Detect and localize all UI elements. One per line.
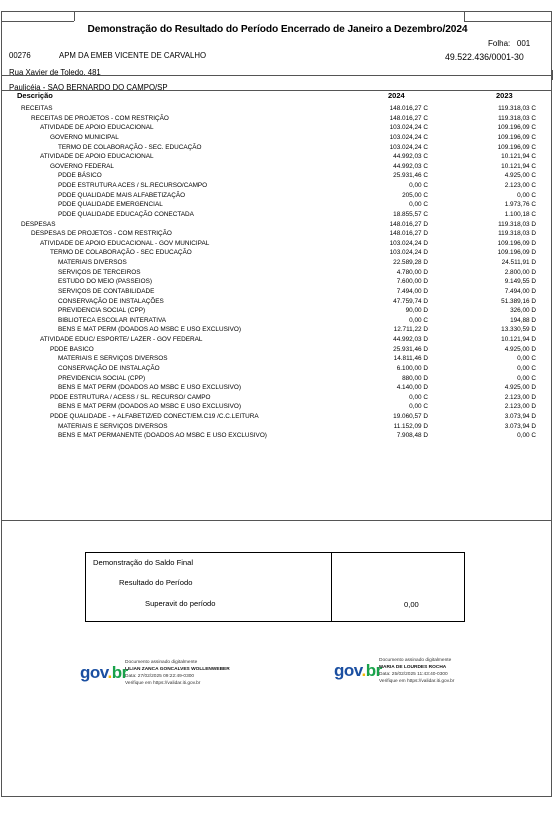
row-description: SERVIÇOS DE CONTABILIDADE (58, 287, 155, 295)
row-description: PDDE BASICO (50, 345, 94, 353)
entity-code: 00276 (9, 51, 31, 60)
signature-date: Data: 27/02/2025 09:22:49-0300 (125, 674, 195, 679)
row-value-2024: 0,00 C (409, 182, 428, 189)
table-row (3, 346, 553, 356)
signature-block-2 (334, 657, 514, 697)
folha-label: Folha: (488, 39, 511, 48)
table-row (3, 423, 553, 433)
row-value-2023: 24.511,91 D (501, 259, 536, 266)
title-rule-right (464, 21, 552, 22)
row-description: CONSERVAÇÃO DE INSTALAÇÃO (58, 364, 160, 372)
header-divider-tick (552, 70, 553, 80)
row-value-2023: 326,00 D (510, 307, 536, 315)
folha-value: 001 (516, 39, 531, 48)
saldo-final-box (85, 552, 465, 622)
row-value-2024: 0,00 C (409, 393, 428, 401)
row-value-2023: 109.196,09 C (497, 133, 536, 141)
row-value-2024: 103.024,24 D (389, 249, 428, 257)
row-value-2024: 44.992,03 C (393, 162, 428, 170)
row-value-2023: 2.800,00 D (504, 268, 536, 276)
resultado-label: Resultado do Período (119, 578, 193, 587)
statement-rows (3, 105, 553, 442)
row-value-2024: 4.780,00 D (396, 268, 428, 276)
address-line-1: Rua Xavier de Toledo, 481 (9, 68, 101, 77)
row-value-2023: 2.123,00 D (504, 393, 536, 401)
table-row (3, 326, 553, 336)
row-value-2023: 9.149,55 D (504, 278, 536, 286)
title-box-left (74, 12, 75, 21)
table-row (3, 269, 553, 279)
row-value-2024: 7.600,00 D (396, 278, 428, 286)
row-value-2023: 2.123,00 D (504, 403, 536, 411)
row-value-2024: 47.759,74 D (393, 297, 428, 305)
address-line-2: Paulicéia - SAO BERNARDO DO CAMPO/SP (9, 83, 168, 92)
table-row (3, 336, 553, 346)
row-value-2023: 4.925,00 D (504, 384, 536, 392)
signer-name: MARIA DE LOURDES ROCHA (379, 665, 447, 670)
row-value-2023: 0,00 C (517, 364, 536, 372)
table-row (3, 182, 553, 192)
row-value-2024: 19.060,57 D (393, 413, 428, 420)
row-description: PDDE QUALIDADE MAIS ALFABETIZAÇÃO (58, 191, 186, 199)
row-description: PDDE ESTRUTURA ACES / SL.RECURSO/CAMPO (58, 182, 208, 189)
row-description: BENS E MAT PERM (DOADOS AO MSBC E USO EXCLUSIVO) (58, 403, 241, 411)
row-description: BENS E MAT PERM (DOADOS AO MSBC E USO EXCLUSIVO) (58, 326, 241, 334)
row-value-2024: 25.931,46 D (393, 345, 428, 353)
row-value-2023: 119.318,03 D (498, 230, 536, 238)
row-value-2024: 7.908,48 D (396, 432, 428, 440)
row-value-2024: 103.024,24 C (389, 124, 428, 132)
row-value-2024: 148.016,27 C (389, 114, 428, 122)
table-row (3, 163, 553, 173)
table-row (3, 403, 553, 413)
row-description: PDDE QUALIDADE EDUCAÇÃO CONECTADA (58, 210, 194, 218)
row-value-2024: 44.992,03 D (393, 336, 428, 343)
row-value-2023: 3.073,94 D (504, 413, 536, 420)
table-row (3, 105, 553, 115)
row-description: ATIVIDADE DE APOIO EDUCACIONAL - GOV MUNICIPAL (40, 239, 210, 247)
table-row (3, 172, 553, 182)
statement-page (1, 11, 552, 797)
table-row (3, 124, 553, 134)
row-value-2024: 14.811,46 D (393, 355, 428, 363)
signer-name: LILIAN ZANCA GONCALVES WOLLENWEBER (125, 667, 230, 672)
table-row (3, 413, 553, 423)
table-row (3, 201, 553, 211)
table-row (3, 144, 553, 154)
signature-line: Documento assinado digitalmente (379, 658, 452, 663)
table-row (3, 278, 553, 288)
row-value-2024: 880,00 D (402, 374, 428, 382)
row-value-2023: 10.121,94 C (501, 153, 536, 161)
row-value-2023: 51.389,16 D (501, 297, 536, 305)
row-description: PDDE QUALIDADE - + ALFABETIZ/ED CONECT/EM.C19 /C.C.LEITURA (50, 413, 259, 420)
table-row (3, 153, 553, 163)
row-value-2024: 25.931,46 C (393, 172, 428, 180)
row-value-2023: 4.925,00 D (504, 345, 536, 353)
row-description: MATERIAIS E SERVIÇOS DIVERSOS (58, 422, 168, 430)
saldo-title: Demonstração do Saldo Final (93, 558, 194, 567)
header-divider (2, 75, 552, 76)
row-description: GOVERNO MUNICIPAL (50, 133, 119, 141)
row-value-2024: 6.100,00 D (396, 364, 428, 372)
signature-verify: Verifique em https://validar.iti.gov.br (125, 681, 201, 686)
saldo-divider (331, 553, 332, 621)
govbr-logo-icon: gov.br (80, 663, 128, 682)
row-value-2023: 0,00 C (517, 355, 536, 363)
row-value-2023: 7.494,00 D (504, 287, 536, 295)
row-value-2024: 103.024,24 C (389, 133, 428, 141)
row-value-2024: 0,00 C (409, 201, 428, 209)
row-value-2023: 119.318,03 C (498, 105, 536, 112)
row-value-2023: 109.196,09 C (497, 143, 536, 151)
row-value-2023: 1.973,76 C (504, 201, 536, 209)
row-value-2024: 103.024,24 C (389, 143, 428, 151)
table-bottom-rule (2, 520, 552, 521)
row-value-2024: 148.016,27 D (389, 230, 428, 238)
row-value-2024: 148.016,27 D (389, 220, 428, 228)
row-value-2024: 18.855,57 C (393, 210, 428, 218)
table-row (3, 211, 553, 221)
row-value-2023: 119.318,03 C (498, 114, 536, 122)
signature-line: Documento assinado digitalmente (125, 660, 198, 665)
row-value-2024: 12.711,22 D (393, 326, 428, 334)
document-title: Demonstração do Resultado do Período Encerrado de Janeiro a Dezembro/2024 (87, 24, 468, 35)
table-row (3, 249, 553, 259)
table-row (3, 115, 553, 125)
table-row (3, 317, 553, 327)
superavit-value: 0,00 (404, 600, 419, 609)
table-row (3, 288, 553, 298)
entity-cnpj: 49.522.436/0001-30 (445, 52, 524, 62)
row-description: BENS E MAT PERM (DOADOS AO MSBC E USO EXCLUSIVO) (58, 384, 241, 392)
signature-text-1 (125, 659, 230, 687)
superavit-label: Superavit do período (145, 599, 216, 608)
row-description: ATIVIDADE DE APOIO EDUCACIONAL (40, 153, 154, 161)
row-description: PDDE QUALIDADE EMERGENCIAL (58, 201, 163, 209)
row-value-2023: 1.100,18 C (504, 210, 536, 218)
signature-verify: Verifique em https://validar.iti.gov.br (379, 679, 455, 684)
row-description: DESPESAS DE PROJETOS - COM RESTRIÇÃO (31, 230, 172, 238)
folha-info (488, 39, 530, 48)
row-value-2023: 109.196,09 C (497, 124, 536, 132)
row-value-2024: 148.016,27 C (389, 105, 428, 112)
row-value-2024: 0,00 C (409, 403, 428, 411)
table-row (3, 394, 553, 404)
title-box-right (464, 12, 465, 21)
row-description: SERVIÇOS DE TERCEIROS (58, 268, 141, 276)
table-row (3, 375, 553, 385)
row-value-2023: 0,00 C (517, 432, 536, 440)
govbr-logo-icon: gov.br (334, 661, 382, 680)
row-description: MATERIAIS DIVERSOS (58, 259, 127, 266)
entity-name: APM DA EMEB VICENTE DE CARVALHO (59, 51, 207, 60)
table-row (3, 298, 553, 308)
table-row (3, 230, 553, 240)
table-row (3, 355, 553, 365)
row-value-2023: 0,00 C (517, 374, 536, 382)
table-row (3, 384, 553, 394)
table-row (3, 192, 553, 202)
row-description: TERMO DE COLABORAÇÃO - SEC. EDUCAÇÃO (58, 143, 202, 151)
row-description: BENS E MAT PERMANENTE (DOADOS AO MSBC E USO EXCLUSIVO) (58, 432, 267, 440)
row-description: CONSERVAÇÃO DE INSTALAÇÕES (58, 297, 164, 305)
row-value-2023: 4.925,00 C (504, 172, 536, 180)
signature-block-1 (80, 659, 260, 699)
column-header-2023: 2023 (496, 91, 513, 100)
row-description: ATIVIDADE DE APOIO EDUCACIONAL (40, 124, 154, 132)
title-rule-left (2, 21, 74, 22)
row-value-2024: 22.589,28 D (393, 259, 428, 266)
table-row (3, 307, 553, 317)
row-value-2024: 90,00 D (405, 307, 428, 315)
row-value-2024: 44.992,03 C (393, 153, 428, 161)
column-header-2024: 2024 (388, 91, 405, 100)
row-description: PDDE ESTRUTURA / ACESS / SL. RECURSO/ CAMPO (50, 393, 211, 401)
row-value-2023: 0,00 C (517, 191, 536, 199)
row-value-2023: 13.330,59 D (501, 326, 536, 334)
row-description: RECEITAS (21, 105, 53, 112)
signature-text-2 (379, 657, 454, 685)
row-value-2024: 4.140,00 D (396, 384, 428, 392)
table-row (3, 240, 553, 250)
row-description: ATIVIDADE EDUC/ ESPORTE/ LAZER - GOV FEDERAL (40, 336, 203, 343)
table-row (3, 259, 553, 269)
row-value-2023: 109.196,09 D (497, 239, 536, 247)
row-description: GOVERNO FEDERAL (50, 162, 114, 170)
signature-date: Data: 25/02/2025 11:43:40-0300 (379, 672, 448, 677)
row-description: MATERIAIS E SERVIÇOS DIVERSOS (58, 355, 168, 363)
row-value-2024: 103.024,24 D (389, 239, 428, 247)
row-description: TERMO DE COLABORAÇÃO - SEC EDUCAÇÃO (50, 249, 192, 257)
column-header-description: Descrição (17, 91, 53, 100)
table-row (3, 432, 553, 442)
table-top-rule (2, 90, 552, 91)
row-value-2023: 119.318,03 D (498, 220, 536, 228)
row-value-2023: 10.121,94 D (501, 336, 536, 343)
table-row (3, 221, 553, 231)
table-row (3, 365, 553, 375)
row-description: PDDE BÁSICO (58, 172, 102, 180)
row-description: BIBLIOTECA ESCOLAR INTERATIVA (58, 316, 167, 324)
row-value-2023: 10.121,94 C (501, 162, 536, 170)
row-value-2023: 2.123,00 C (504, 182, 536, 189)
table-row (3, 134, 553, 144)
row-value-2024: 11.152,09 D (393, 422, 428, 430)
row-description: PREVIDENCIA SOCIAL (CPP) (58, 374, 146, 382)
row-value-2023: 109.196,09 D (497, 249, 536, 257)
row-value-2023: 194,88 D (510, 316, 536, 324)
row-description: RECEITAS DE PROJETOS - COM RESTRIÇÃO (31, 114, 169, 122)
row-description: ESTUDO DO MEIO (PASSEIOS) (58, 278, 152, 286)
row-value-2024: 205,00 C (402, 191, 428, 199)
row-value-2024: 0,00 C (409, 316, 428, 324)
row-description: DESPESAS (21, 220, 56, 228)
row-value-2024: 7.494,00 D (396, 287, 428, 295)
row-value-2023: 3.073,94 D (504, 422, 536, 430)
row-description: PREVIDENCIA SOCIAL (CPP) (58, 307, 146, 315)
